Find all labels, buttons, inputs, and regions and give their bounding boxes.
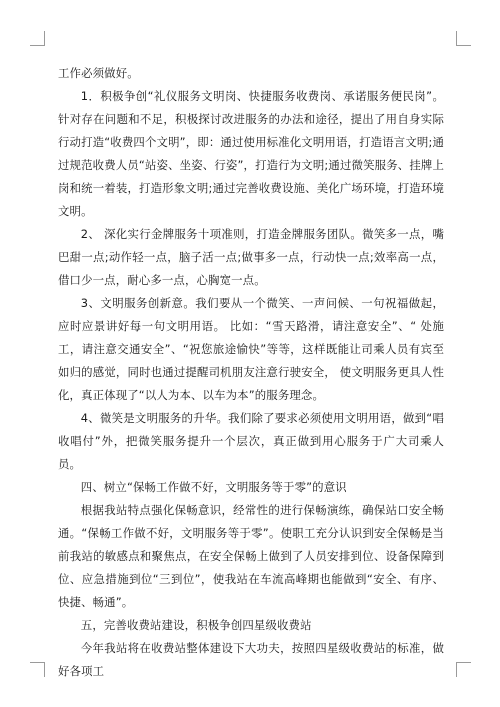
- paragraph: 今年我站将在收费站整体建设下大功夫，按照四星级收费站的标准，做好各项工: [58, 641, 444, 678]
- section-heading: 四、树立“保畅工作做不好，文明服务等于零”的意识: [80, 480, 347, 494]
- paragraph: 4、微笑是文明服务的升华。我们除了要求必须使用文明用语，做到“唱收唱付”外，把微笑服务提升一个层次，真正做到用心服务于广大司乘人员。: [58, 411, 444, 471]
- paragraph: 根据我站特点强化保畅意识，经常性的进行保畅演练，确保站口安全畅通。“保畅工作做不好，文明服务等于零”。使职工充分认识到安全保畅是当前我站的敏感点和聚焦点，在安全保畅上做到了人员安排到位、设备保障到位、应急措施到位“三到位”，使我站在车流高峰期也能做到“安全、有序、快捷、畅通”。: [58, 503, 444, 609]
- paragraph: 1．积极争创“礼仪服务文明岗、快捷服务收费岗、承诺服务便民岗”。针对存在问题和不足，积极探讨改进服务的办法和途径，提出了用自身实际行动打造“收费四个文明”，即：通过使用标准化文明用语，打造语言文明;通过规范收费人员“站姿、坐姿、行姿”，打造行为文明;通过微笑服务、挂牌上岗和统一着装，打造形象文明;通过完善收费设施、美化广场环境，打造环境文明。: [58, 89, 444, 218]
- section-heading: 五，完善收费站建设，积极争创四星级收费站: [80, 618, 312, 632]
- document-body: [58, 62, 444, 683]
- paragraph: 3、文明服务创新意。我们要从一个微笑、一声问候、一句祝福做起，应时应景讲好每一句文明用语。 比如：“雪天路滑，请注意安全”、“ 处施工，请注意交通安全”、“祝您旅途愉快”等等，这样既能让司乘人员有宾至如归的感觉，同时也通过提醒司机朋友注意行驶安全， 使文明服务更具人性化，真正体现了“以人为本、以车为本”的服务理念。: [58, 296, 444, 402]
- paragraph: 2、 深化实行金牌服务十项准则，打造金牌服务团队。微笑多一点，嘴巴甜一点;动作轻一点，脑子活一点;做事多一点，行动快一点;效率高一点，借口少一点，耐心多一点，心胸宽一点。: [58, 227, 444, 287]
- crop-mark-bottom-right: [456, 662, 471, 677]
- crop-mark-bottom-left: [30, 662, 45, 677]
- crop-mark-top-right: [456, 31, 471, 46]
- paragraph: 工作必须做好。: [58, 66, 139, 80]
- crop-mark-top-left: [30, 31, 45, 46]
